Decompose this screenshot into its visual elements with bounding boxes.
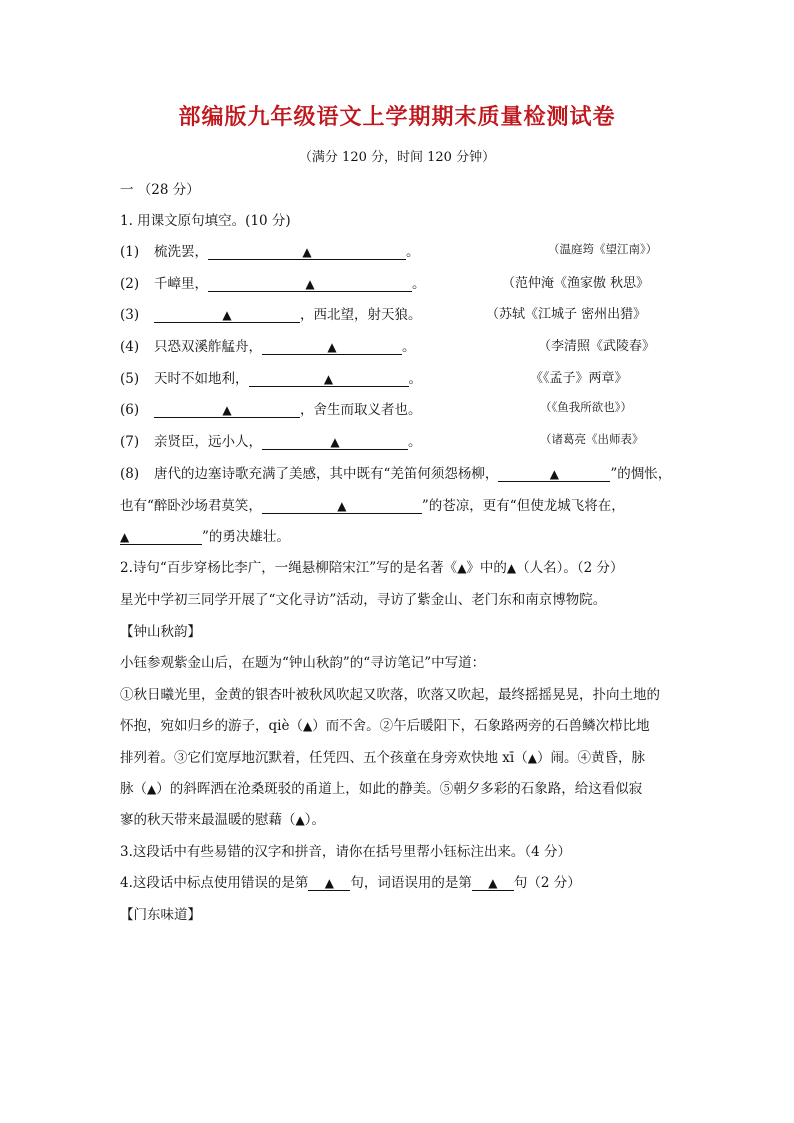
triangle-marker-icon: ▲: [302, 245, 312, 259]
answer-blank[interactable]: [208, 245, 406, 260]
question-2: [120, 556, 624, 576]
answer-blank[interactable]: [498, 467, 610, 482]
source-citation: （范仲淹《渔家傲 秋思》: [502, 276, 650, 291]
triangle-marker-icon: ▲: [295, 813, 305, 827]
triangle-marker-icon: ▲: [305, 277, 315, 291]
item-number: (5): [120, 371, 140, 387]
item-number: (2): [120, 276, 140, 292]
answer-blank[interactable]: [249, 372, 409, 387]
fill-item-8-end: [120, 525, 290, 545]
answer-blank[interactable]: [262, 499, 422, 514]
question-text: 4.这段话中标点使用错误的是第: [120, 875, 309, 891]
passage-line: ①秋日曦光里，金黄的银杏叶被秋风吹起又吹落，吹落又吹起，最终摇摇晃晃，扑向土地的: [120, 687, 660, 703]
triangle-marker-icon: ▲: [488, 876, 498, 890]
question-text: 》中的: [466, 560, 507, 576]
passage-text: 脉（: [120, 781, 147, 797]
item-suffix: ，舍生而取义者也。: [300, 402, 422, 418]
section-header: 一 （28 分）: [120, 182, 200, 198]
fill-item-3: [120, 303, 422, 323]
fill-item-1: [120, 240, 420, 260]
triangle-marker-icon: ▲: [506, 561, 517, 575]
triangle-marker-icon: ▲: [330, 435, 340, 449]
triangle-marker-icon: ▲: [222, 308, 232, 322]
item-text: 也有“醉卧沙场君莫笑，: [120, 498, 262, 514]
passage-text: ）的斜晖洒在沧桑斑驳的甬道上，如此的静美。⑤朝夕多彩的石象路，给这看似寂: [156, 781, 643, 797]
note-intro: 小钰参观紫金山后，在题为“钟山秋韵”的“寻访笔记”中写道：: [120, 655, 486, 671]
item-number: (1): [120, 244, 140, 260]
source-citation: （诸葛亮《出师表》: [540, 432, 644, 446]
question-text: 句（2 分）: [513, 875, 581, 891]
item-number: (3): [120, 307, 140, 323]
fill-item-8: [120, 462, 671, 482]
answer-blank[interactable]: [154, 308, 300, 323]
source-citation: （《鱼我所欲也》）: [540, 400, 632, 414]
item-text: ”的苍凉，更有“但使龙城飞将在，: [421, 498, 625, 514]
item-prefix: 天时不如地利，: [154, 371, 249, 387]
source-citation: （温庭筠《望江南》）: [548, 242, 658, 256]
item-prefix: 梳洗罢，: [154, 244, 208, 260]
item-number: (8): [120, 466, 140, 482]
item-suffix: 。: [402, 339, 416, 355]
answer-blank[interactable]: [472, 876, 514, 891]
source-citation: 《《孟子》两章》: [530, 371, 628, 386]
triangle-marker-icon: ▲: [324, 876, 334, 890]
item-prefix: 只恐双溪舴艋舟，: [154, 339, 262, 355]
page-title: 部编版九年级语文上学期期末质量检测试卷: [178, 105, 616, 130]
triangle-marker-icon: ▲: [327, 340, 337, 354]
triangle-marker-icon: ▲: [222, 403, 232, 417]
activity-intro: 星光中学初三同学开展了“文化寻访”活动，寻访了紫金山、老门东和南京博物院。: [120, 592, 607, 608]
passage-line: [120, 746, 645, 766]
fill-item-4: [120, 335, 416, 355]
passage-line: [120, 777, 642, 797]
passage-text: 怀抱，宛如归乡的游子，qiè（: [120, 718, 303, 734]
answer-blank[interactable]: [262, 340, 402, 355]
section-heading-mendong: 【门东味道】: [120, 907, 201, 923]
item-text: ”的惆怅，: [610, 466, 672, 482]
item-number: (4): [120, 339, 140, 355]
passage-text: ）。: [304, 812, 325, 828]
passage-line: [120, 714, 650, 734]
triangle-marker-icon: ▲: [120, 530, 130, 544]
question-text: 句，词语误用的是第: [350, 875, 472, 891]
triangle-marker-icon: ▲: [527, 751, 537, 765]
fill-item-8-cont: [120, 494, 625, 514]
question-text: 2.诗句“百步穿杨比李广，一绳悬柳陪宋江”写的是名著《: [120, 560, 458, 576]
answer-blank[interactable]: [120, 530, 202, 545]
passage-line: [120, 808, 325, 828]
fill-item-6: [120, 398, 422, 418]
question-1-stem: 1. 用课文原句填空。(10 分): [120, 213, 291, 229]
triangle-marker-icon: ▲: [323, 372, 334, 386]
answer-blank[interactable]: [308, 876, 350, 891]
triangle-marker-icon: ▲: [549, 467, 560, 481]
item-prefix: 亲贤臣，远小人，: [154, 434, 262, 450]
item-suffix: 。: [408, 371, 422, 387]
passage-text: 寥的秋天带来最温暖的慰藉（: [120, 812, 296, 828]
triangle-marker-icon: ▲: [302, 719, 313, 733]
exam-subtitle: （满分 120 分，时间 120 分钟）: [298, 150, 496, 165]
section-heading-zhongshan: 【钟山秋韵】: [120, 624, 201, 640]
source-citation: （李清照《武陵春》: [538, 339, 656, 354]
question-4: [120, 871, 581, 891]
item-suffix: 。: [408, 434, 422, 450]
passage-text: ）闹。④黄昏，脉: [536, 750, 645, 766]
item-number: (7): [120, 434, 140, 450]
item-number: (6): [120, 402, 140, 418]
item-suffix: 。: [412, 276, 426, 292]
item-suffix: ，西北望，射天狼。: [300, 307, 422, 323]
question-3: 3.这段话中有些易错的汉字和拼音，请你在括号里帮小钰标注出来。（4 分）: [120, 844, 572, 860]
question-text: （人名）。（2 分）: [516, 560, 624, 576]
source-citation: （苏轼《江城子 密州出猎》: [486, 307, 647, 322]
passage-text: ）而不舍。②午后暖阳下，石象路两旁的石兽鳞次栉比地: [312, 718, 650, 734]
item-suffix: 。: [406, 244, 420, 260]
passage-text: 排列着。③它们宽厚地沉默着，任凭四、五个孩童在身旁欢快地 xī（: [120, 750, 528, 766]
item-text: ”的勇决雄壮。: [202, 529, 290, 545]
fill-item-7: [120, 430, 422, 450]
triangle-marker-icon: ▲: [457, 561, 467, 575]
triangle-marker-icon: ▲: [147, 782, 157, 796]
item-text: 唐代的边塞诗歌充满了美感，其中既有“羌笛何须怨杨柳，: [154, 466, 499, 482]
fill-item-5: [120, 367, 422, 387]
fill-item-2: [120, 272, 426, 292]
answer-blank[interactable]: [208, 277, 412, 292]
item-prefix: 千嶂里，: [154, 276, 208, 292]
answer-blank[interactable]: [154, 403, 300, 418]
answer-blank[interactable]: [262, 435, 408, 450]
triangle-marker-icon: ▲: [337, 499, 347, 513]
